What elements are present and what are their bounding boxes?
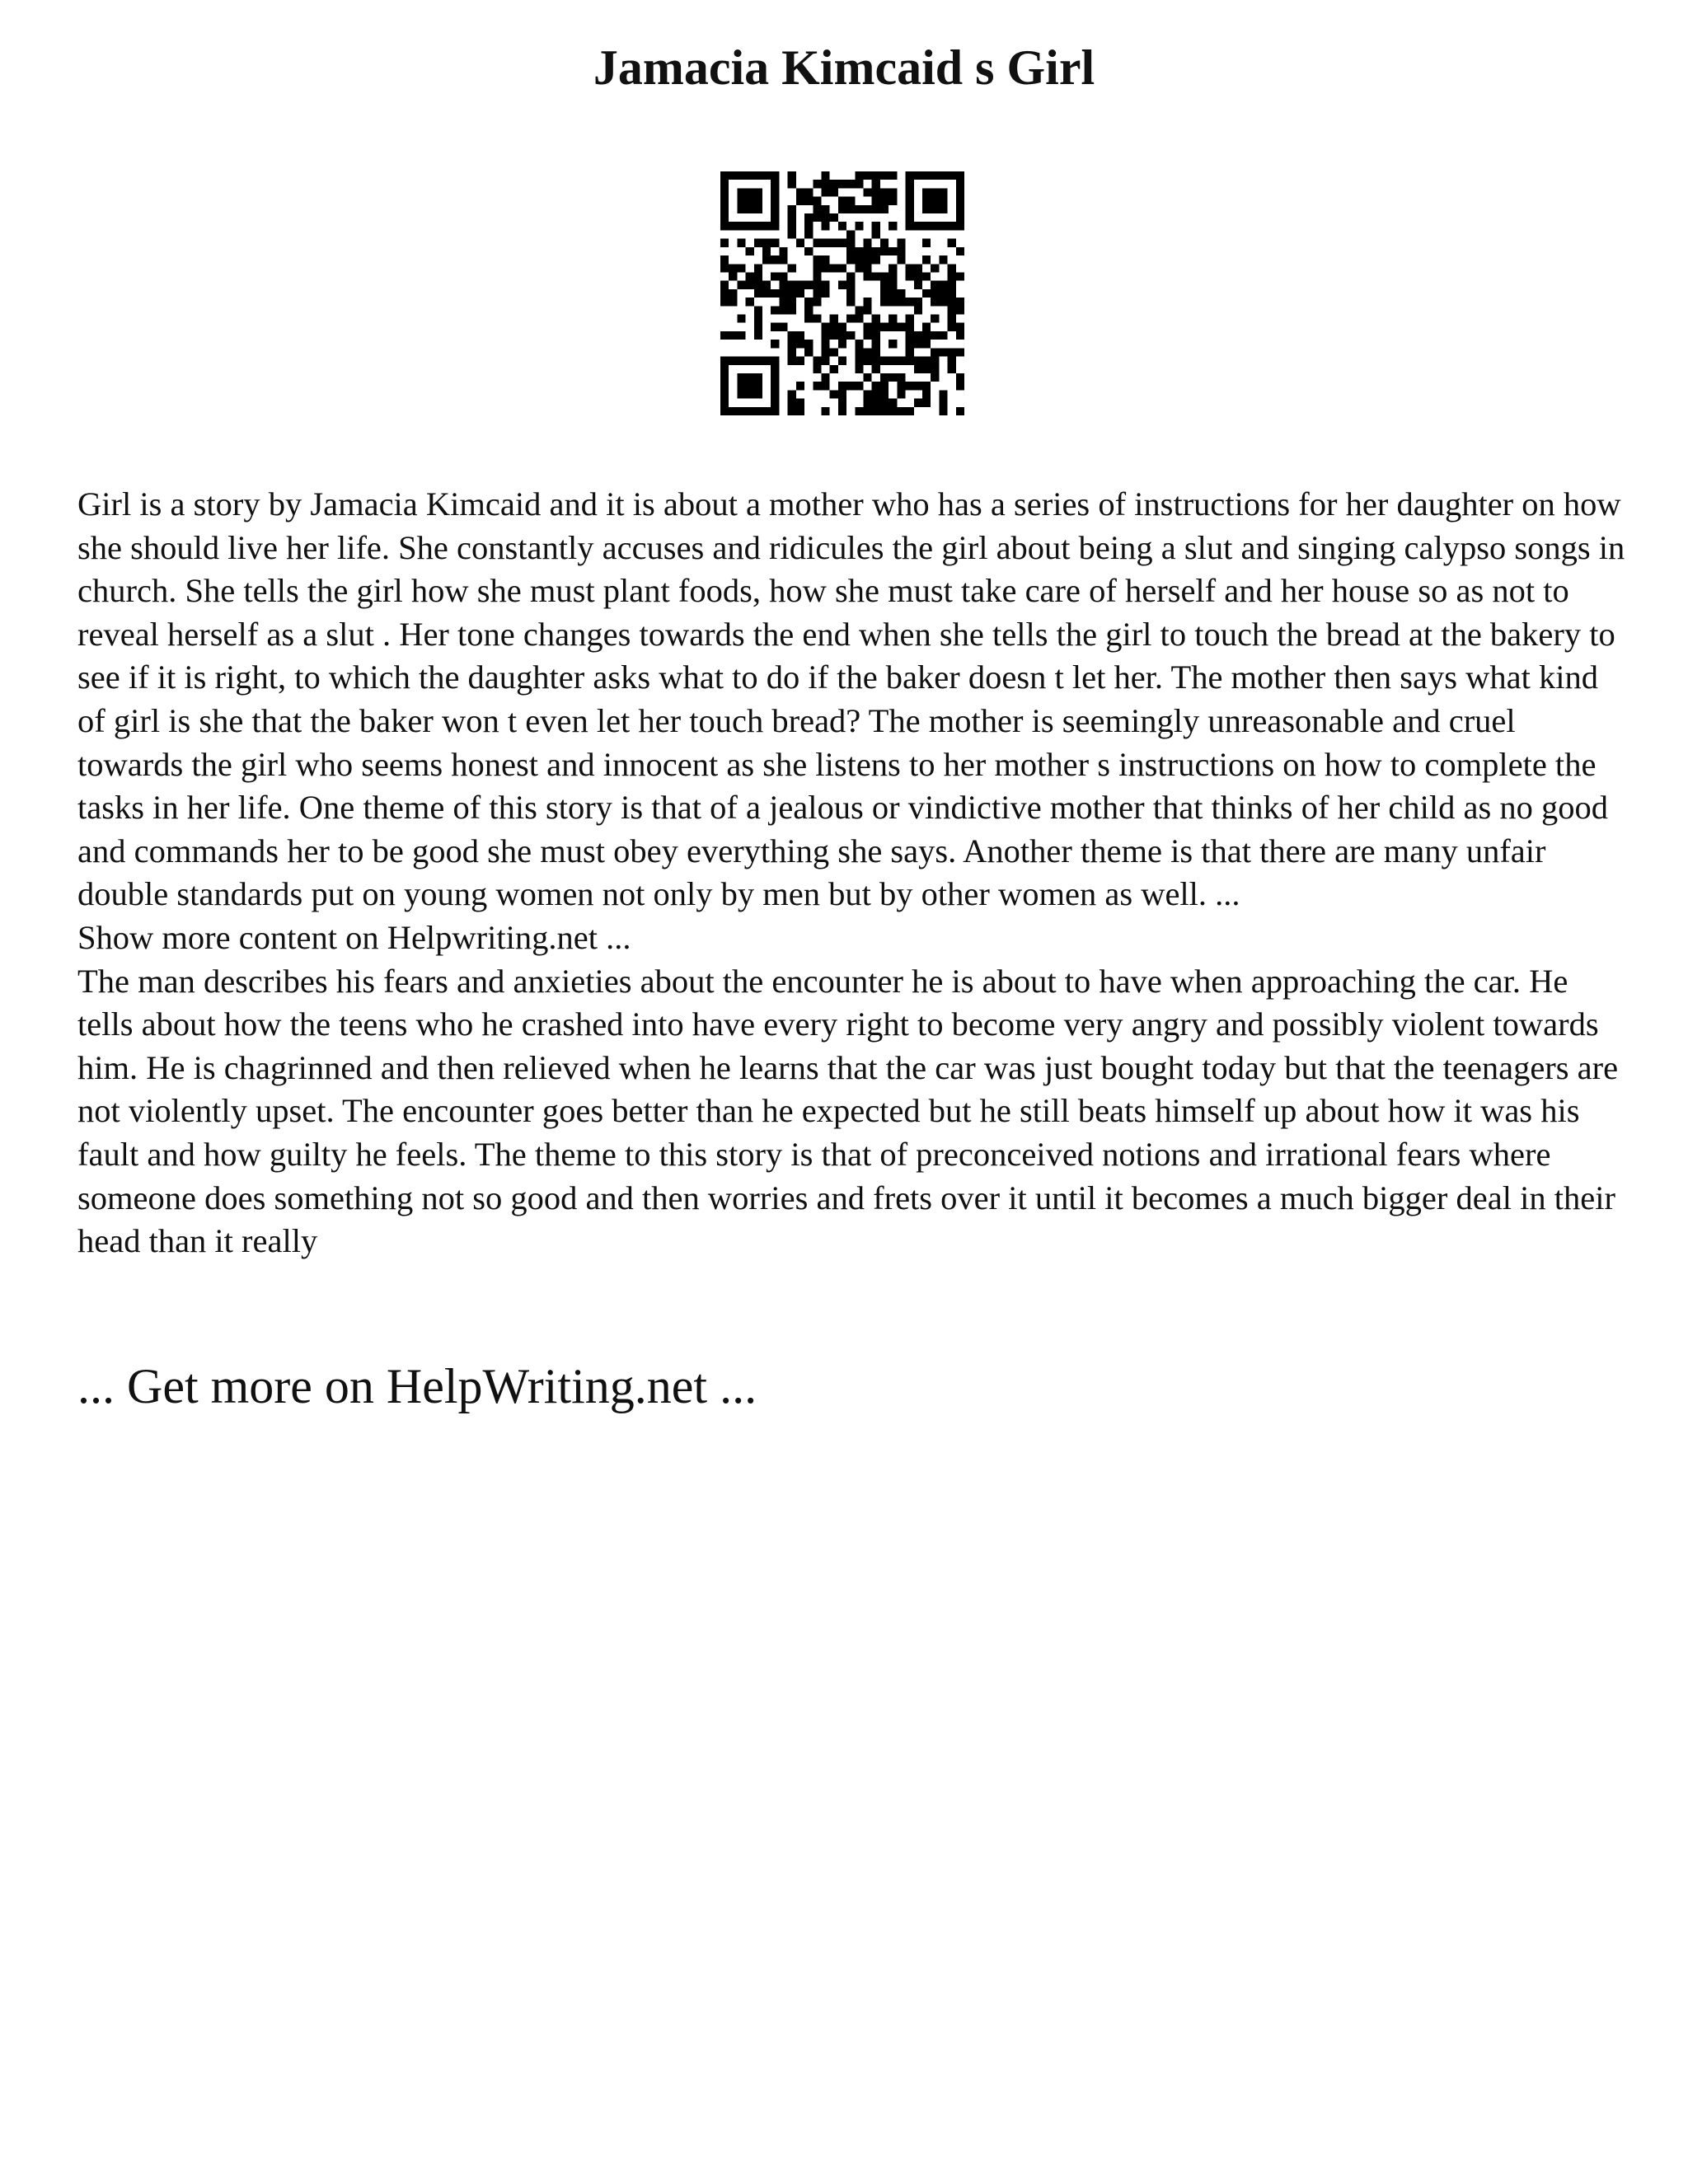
qr-code-icon: [720, 171, 964, 415]
show-more-link[interactable]: Show more content on Helpwriting.net ...: [77, 918, 631, 956]
paragraph-man-summary: The man describes his fears and anxieties about the encounter he is about to have when approaching the car. He tells about how the teens who he crashed into have every right to become very angry and possibly violent towards him. He is chagrinned and then relieved when he learns that the car was just bought today but that the teenagers are not violently upset. The encounter goes better than he expected but he still beats himself up about how it was his fault and how guilty he feels. The theme to this story is that of preconceived notions and irrational fears where someone does something not so good and then worries and frets over it until it becomes a much bigger deal in their head than it really: [77, 962, 1619, 1260]
page-title: Jamacia Kimcaid s Girl: [593, 40, 1095, 95]
article-body: [77, 483, 1627, 1263]
paragraph-girl-summary: Girl is a story by Jamacia Kimcaid and it is about a mother who has a series of instructions for her daughter on how she should live her life. She constantly accuses and ridicules the girl about being a slut and singing calypso songs in church. She tells the girl how she must plant foods, how she must take care of herself and her house so as not to reveal herself as a slut . Her tone changes towards the end when she tells the girl to touch the bread at the bakery to see if it is right, to which the daughter asks what to do if the baker doesn t let her. The mother then says what kind of girl is she that the baker won t even let her touch bread? The mother is seemingly unreasonable and cruel towards the girl who seems honest and innocent as she listens to her mother s instructions on how to complete the tasks in her life. One theme of this story is that of a jealous or vindictive mother that thinks of her child as no good and commands her to be good she must obey everything she says. Another theme is that there are many unfair double standards put on young women not only by men but by other women as well. ...: [77, 485, 1625, 913]
qr-code-graphic: [720, 171, 964, 415]
get-more-link[interactable]: ... Get more on HelpWriting.net ...: [77, 1359, 757, 1413]
